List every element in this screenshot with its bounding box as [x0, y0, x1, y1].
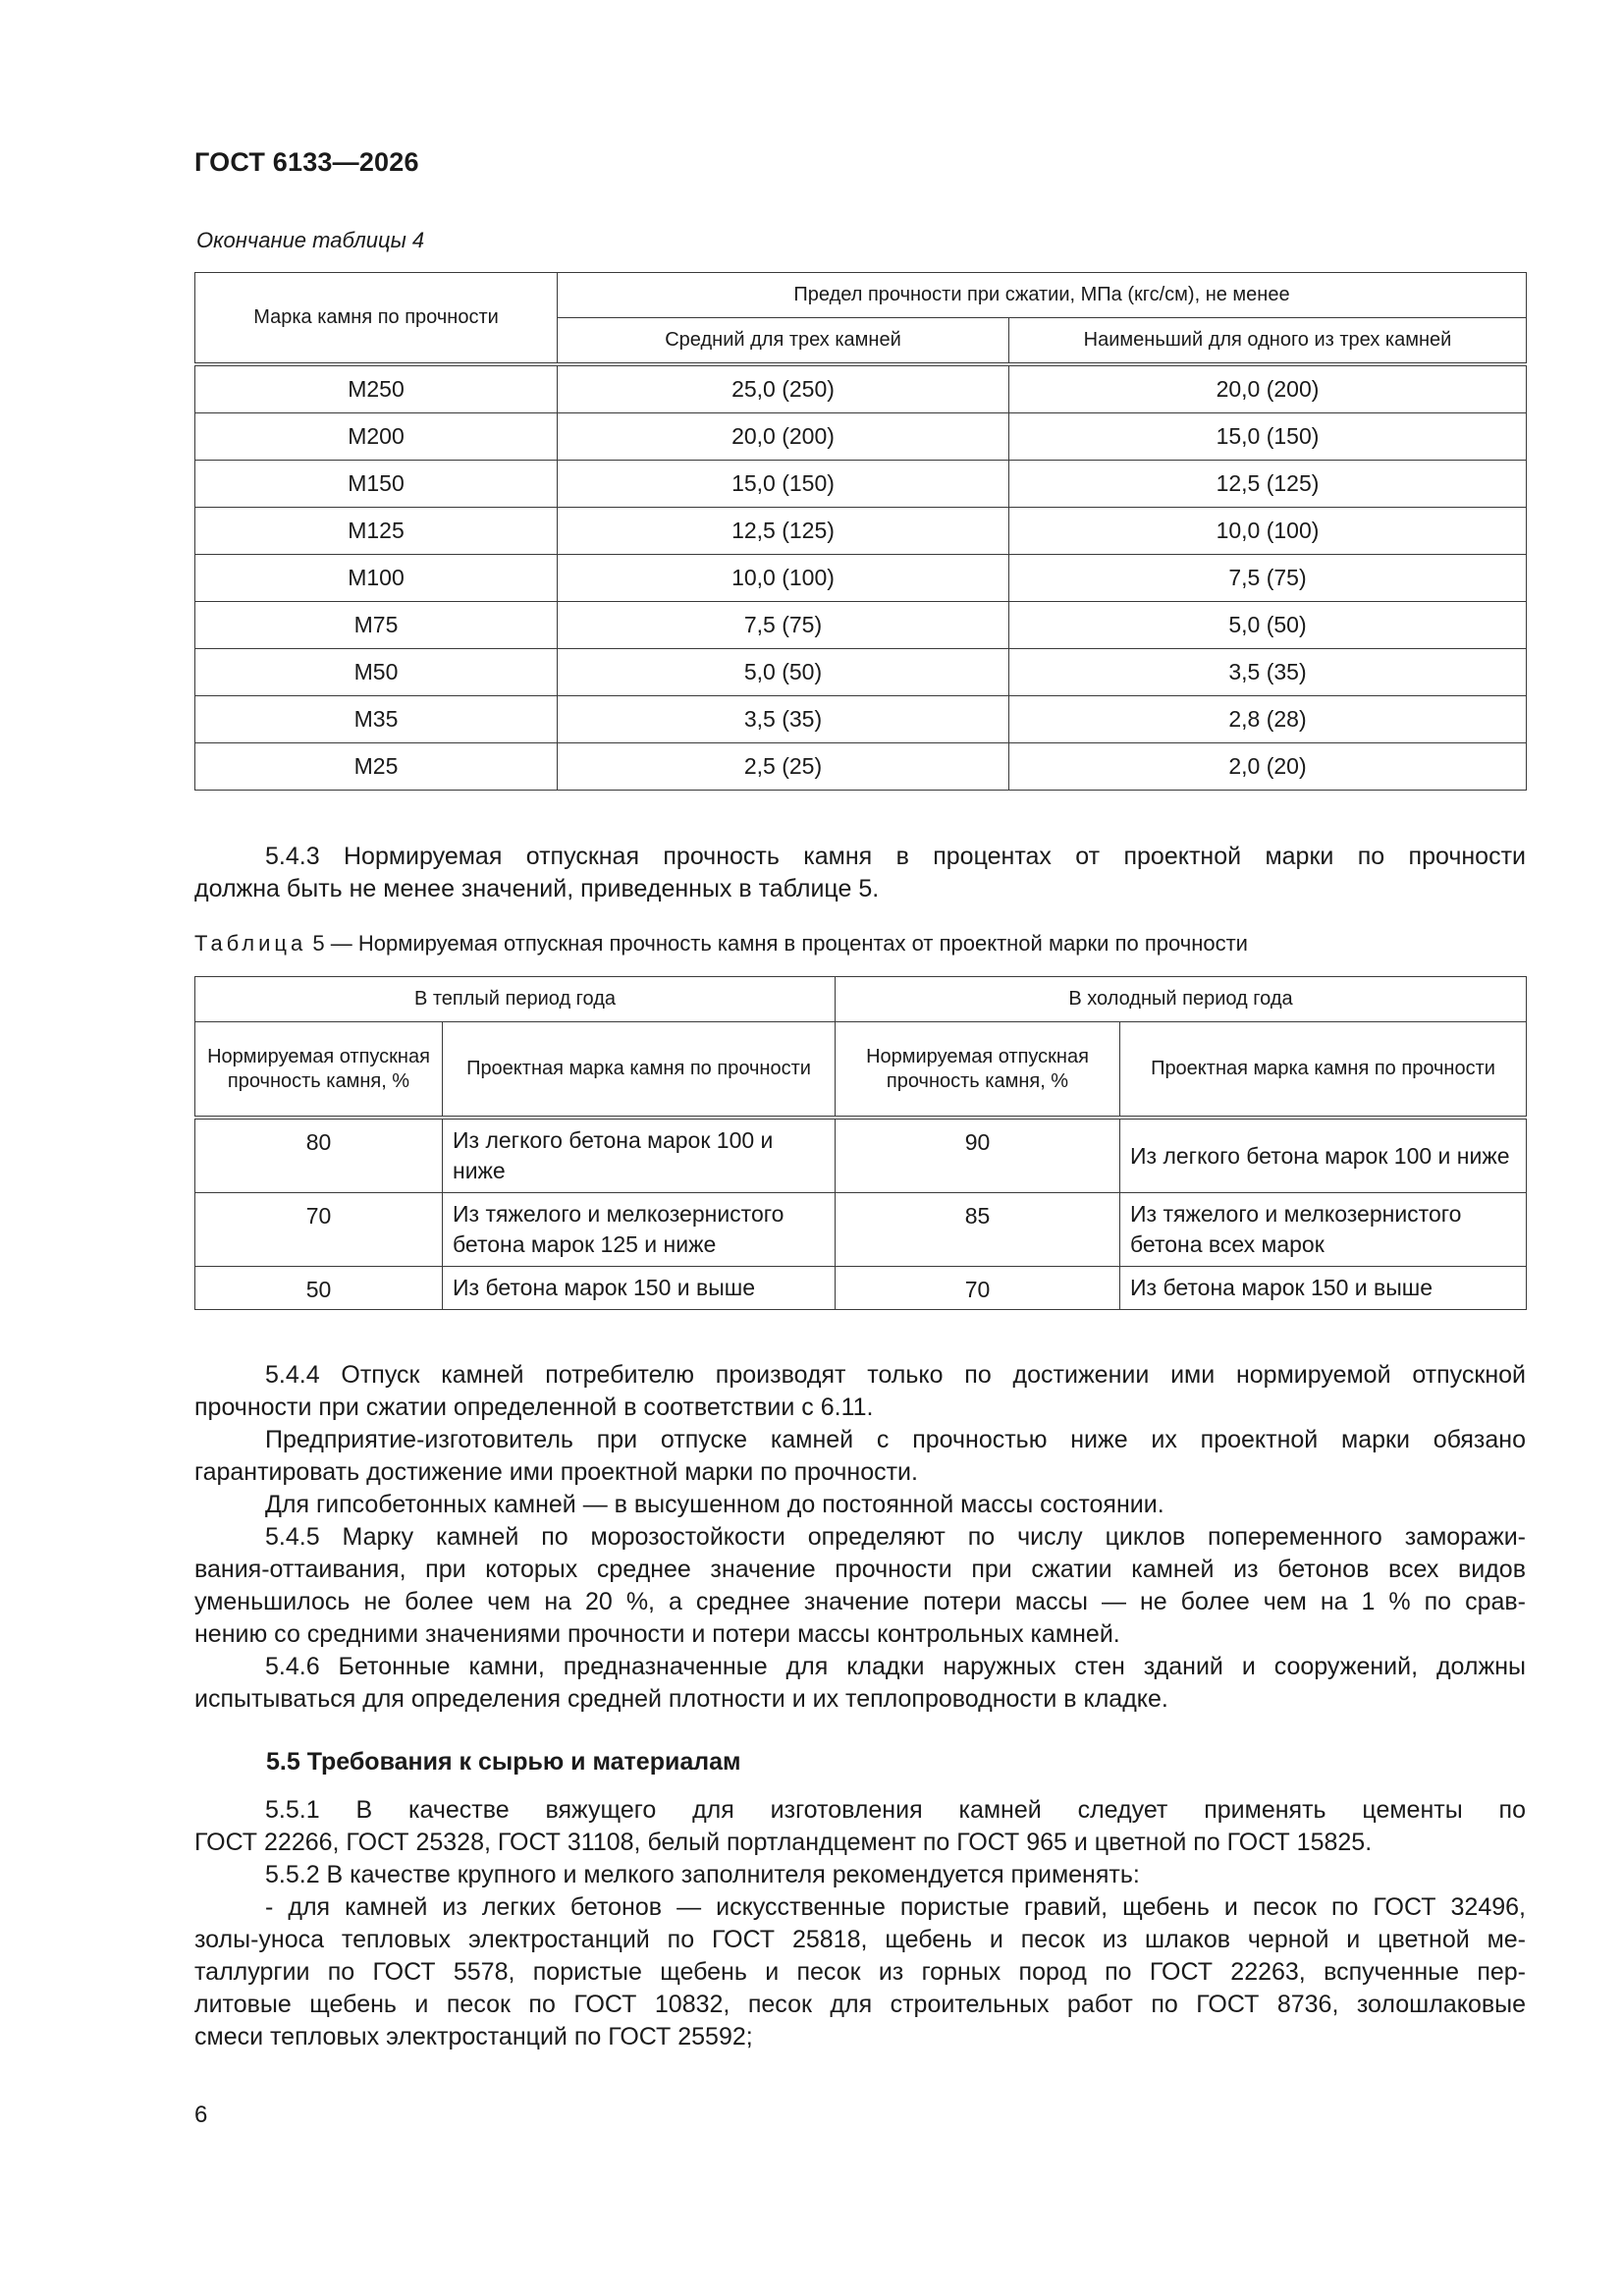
table-cell: 15,0 (150)	[1009, 413, 1527, 461]
text-line: таллургии по ГОСТ 5578, пористые щебень и песок из горных пород по ГОСТ 22263, вспученные пер-	[194, 1958, 1526, 1986]
text-line: нению со средними значениями прочности и потери массы контрольных камней.	[194, 1620, 1120, 1648]
table-cell: 2,0 (20)	[1009, 743, 1527, 791]
text-line: 5.5.1 В качестве вяжущего для изготовления камней следует применять цементы по	[265, 1796, 1526, 1824]
table4-group-header: Предел прочности при сжатии, МПа (кгс/см), не менее	[558, 273, 1527, 318]
text-line: гарантировать достижение ими проектной марки по прочности.	[194, 1458, 918, 1486]
table-cell: 3,5 (35)	[1009, 649, 1527, 696]
table4-col1-header: Марка камня по прочности	[195, 273, 558, 365]
table-row	[195, 743, 1527, 791]
table-cell: Из легкого бетона марок 100 и ниже	[1120, 1118, 1527, 1193]
table-row	[195, 602, 1527, 649]
paragraph-5-4-6	[194, 1651, 1526, 1716]
text-line: - для камней из легких бетонов — искусственные пористые гравий, щебень и песок по ГОСТ 32496,	[265, 1893, 1526, 1921]
table-cell: 70	[836, 1267, 1120, 1310]
paragraph-5-5-2	[194, 1859, 1526, 2053]
table5-warm-col1-header: Нормируемая отпускная прочность камня, %	[195, 1022, 443, 1119]
paragraph-5-5-1	[194, 1794, 1526, 1859]
table5-caption-label: Таблица	[194, 931, 307, 956]
text-line: должна быть не менее значений, приведенных в таблице 5.	[194, 875, 880, 902]
table5-caption	[194, 931, 1248, 957]
table-cell: М25	[195, 743, 558, 791]
table-cell: 12,5 (125)	[1009, 461, 1527, 508]
table-cell: 5,0 (50)	[558, 649, 1009, 696]
table-cell: 2,8 (28)	[1009, 696, 1527, 743]
table-cell: Из тяжелого и мелкозернистого бетона марок 125 и ниже	[443, 1193, 836, 1267]
table-cell: 5,0 (50)	[1009, 602, 1527, 649]
table-cell: 7,5 (75)	[558, 602, 1009, 649]
table-cell: 25,0 (250)	[558, 364, 1009, 413]
table-cell: М100	[195, 555, 558, 602]
table-cell: М250	[195, 364, 558, 413]
table-cell: М200	[195, 413, 558, 461]
table-cell: 85	[836, 1193, 1120, 1267]
table-cell: 50	[195, 1267, 443, 1310]
table-row	[195, 364, 1527, 413]
table-cell: 10,0 (100)	[558, 555, 1009, 602]
table4-col2-header: Средний для трех камней	[558, 318, 1009, 365]
table-cell: Из бетона марок 150 и выше	[443, 1267, 836, 1310]
table-cell: М150	[195, 461, 558, 508]
table-cell: 7,5 (75)	[1009, 555, 1527, 602]
text-line: вания-оттаивания, при которых среднее значение прочности при сжатии камней из бетонов всех видов	[194, 1556, 1526, 1583]
table-cell: 20,0 (200)	[1009, 364, 1527, 413]
table-row	[195, 649, 1527, 696]
text-line: смеси тепловых электростанций по ГОСТ 25592;	[194, 2023, 753, 2050]
table-row	[195, 1267, 1527, 1310]
table-cell: 20,0 (200)	[558, 413, 1009, 461]
table5-cold-col1-header: Нормируемая отпускная прочность камня, %	[836, 1022, 1120, 1119]
table4	[194, 272, 1527, 791]
table-cell: 80	[195, 1118, 443, 1193]
table5-warm-col2-header: Проектная марка камня по прочности	[443, 1022, 836, 1119]
table-row	[195, 413, 1527, 461]
table5-cold-col2-header: Проектная марка камня по прочности	[1120, 1022, 1527, 1119]
table-cell: 2,5 (25)	[558, 743, 1009, 791]
table5-caption-text: 5 — Нормируемая отпускная прочность камня в процентах от проектной марки по прочности	[312, 931, 1248, 956]
text-line: 5.4.4 Отпуск камней потребителю производят только по достижении ими нормируемой отпускной	[265, 1361, 1526, 1389]
document-header: ГОСТ 6133—2026	[194, 147, 419, 177]
text-line: ГОСТ 22266, ГОСТ 25328, ГОСТ 31108, белый портландцемент по ГОСТ 965 и цветной по ГОСТ 15825.	[194, 1829, 1373, 1856]
table-row	[195, 1193, 1527, 1267]
table-cell: 12,5 (125)	[558, 508, 1009, 555]
text-line: Предприятие-изготовитель при отпуске камней с прочностью ниже их проектной марки обязано	[265, 1426, 1526, 1453]
table5-warm-header: В теплый период года	[195, 977, 836, 1022]
table-cell: 70	[195, 1193, 443, 1267]
table4-caption: Окончание таблицы 4	[196, 228, 425, 252]
table-cell: М35	[195, 696, 558, 743]
text-line: прочности при сжатии определенной в соответствии с 6.11.	[194, 1394, 874, 1421]
table-row	[195, 508, 1527, 555]
table-row	[195, 1118, 1527, 1193]
table-cell: 3,5 (35)	[558, 696, 1009, 743]
table-cell: Из легкого бетона марок 100 и ниже	[443, 1118, 836, 1193]
page-number: 6	[194, 2102, 208, 2128]
table-cell: Из бетона марок 150 и выше	[1120, 1267, 1527, 1310]
text-line: золы-уноса тепловых электростанций по ГОСТ 25818, щебень и песок из шлаков черной и цветной ме-	[194, 1926, 1526, 1953]
table-cell: 15,0 (150)	[558, 461, 1009, 508]
section-heading-5-5: 5.5 Требования к сырью и материалам	[266, 1748, 741, 1776]
table5-cold-header: В холодный период года	[836, 977, 1527, 1022]
table-row	[195, 555, 1527, 602]
text-line: 5.4.6 Бетонные камни, предназначенные для кладки наружных стен зданий и сооружений, должны	[265, 1653, 1526, 1680]
table4-col3-header: Наименьший для одного из трех камней	[1009, 318, 1527, 365]
paragraph-5-4-3	[194, 841, 1526, 905]
text-line: 5.4.3 Нормируемая отпускная прочность камня в процентах от проектной марки по прочности	[265, 843, 1526, 870]
paragraph-5-4-4	[194, 1359, 1526, 1521]
table-cell: 90	[836, 1118, 1120, 1193]
table-cell: М75	[195, 602, 558, 649]
text-line: Для гипсобетонных камней — в высушенном до постоянной массы состоянии.	[265, 1491, 1164, 1518]
text-line: 5.4.5 Марку камней по морозостойкости определяют по числу циклов попеременного заморажи-	[265, 1523, 1526, 1551]
table-cell: 10,0 (100)	[1009, 508, 1527, 555]
table-cell: М50	[195, 649, 558, 696]
paragraph-5-4-5	[194, 1521, 1526, 1651]
table-cell: Из тяжелого и мелкозернистого бетона всех марок	[1120, 1193, 1527, 1267]
table-row	[195, 461, 1527, 508]
text-line: испытываться для определения средней плотности и их теплопроводности в кладке.	[194, 1685, 1168, 1713]
text-line: 5.5.2 В качестве крупного и мелкого заполнителя рекомендуется применять:	[265, 1861, 1140, 1888]
text-line: литовые щебень и песок по ГОСТ 10832, песок для строительных работ по ГОСТ 8736, золошлаковые	[194, 1991, 1526, 2018]
table-cell: М125	[195, 508, 558, 555]
table5	[194, 976, 1527, 1310]
table-row	[195, 696, 1527, 743]
text-line: уменьшилось не более чем на 20 %, а среднее значение потери массы — не более чем на 1 % по срав-	[194, 1588, 1526, 1615]
